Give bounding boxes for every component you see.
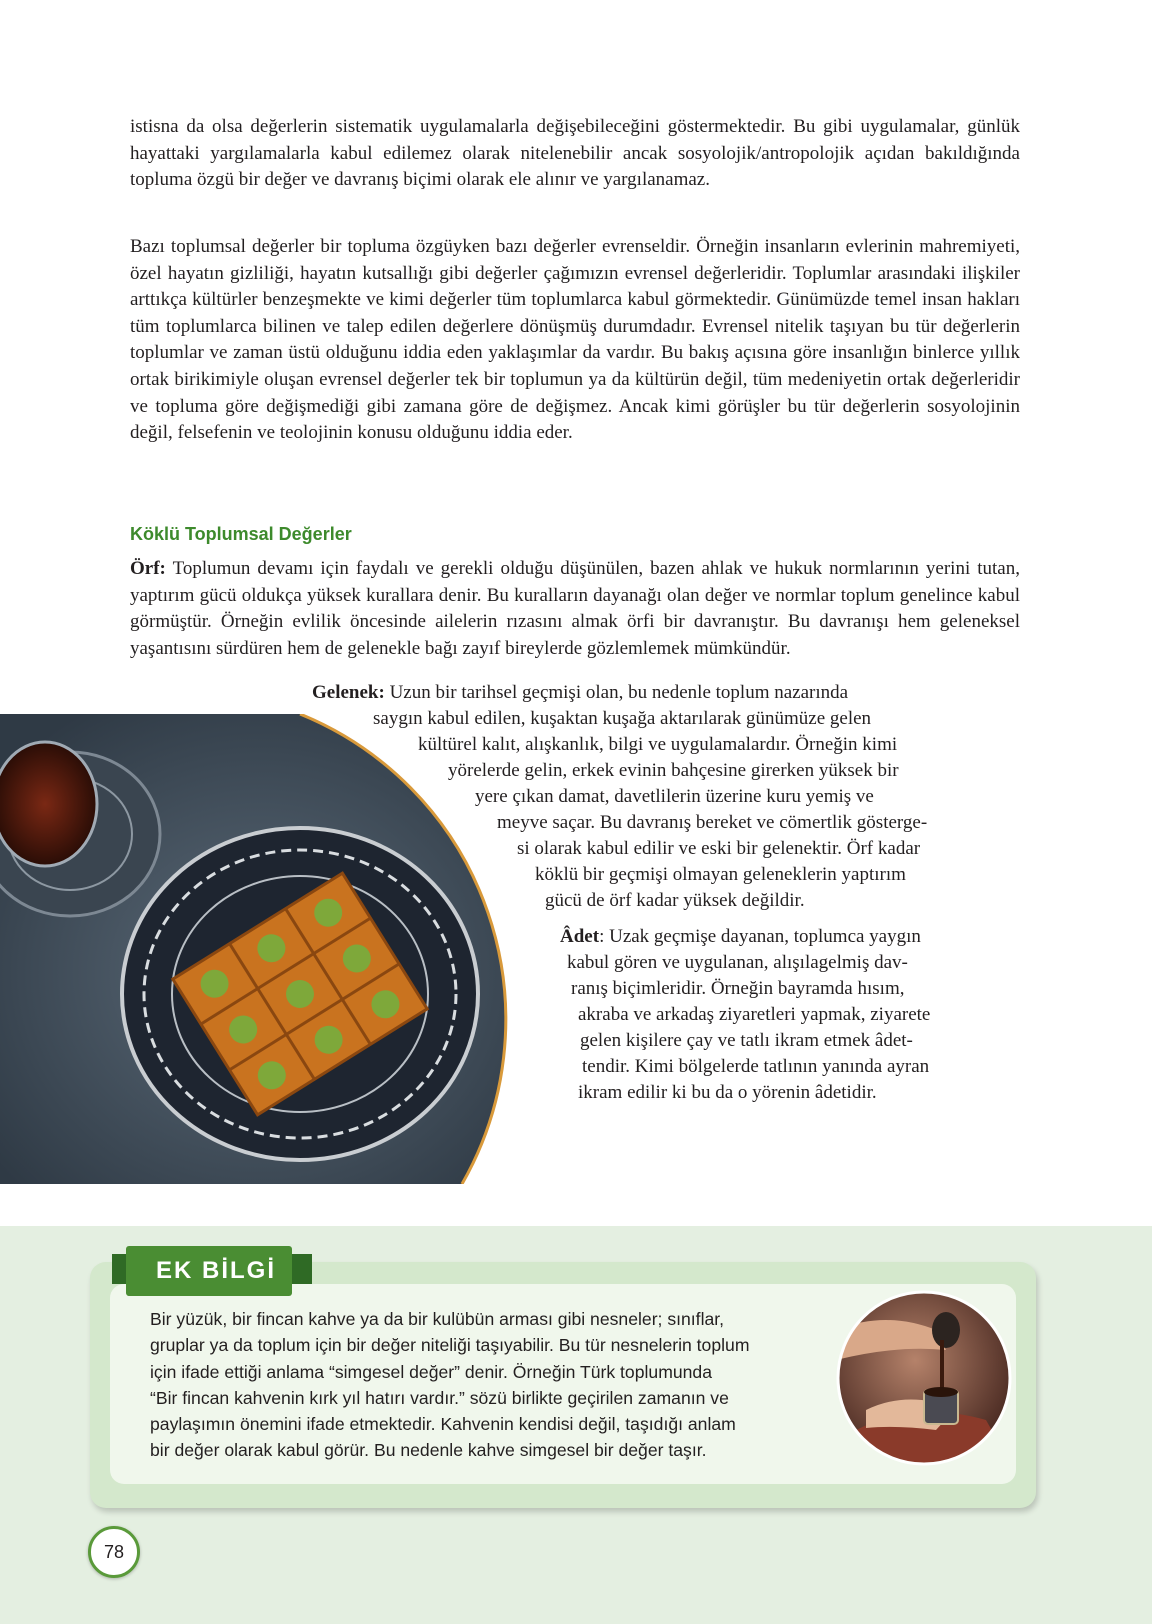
paragraph-values-change: istisna da olsa değerlerin sistematik uygulamalarla değişebileceğini göstermektedir. Bu gibi uygulamalar, günlük hayattaki yargılamalarla kabul edilemez olarak nitelenebilir ancak sosyolojik/antropolojik açıdan bakıldığında topluma özgü bir değer ve davranış biçimi olarak ele alınır ve yargılanamaz. <box>130 116 1020 191</box>
gelenek-line-3: kültürel kalıt, alışkanlık, bilgi ve uygulamalardır. Örneğin kimi <box>418 734 898 755</box>
gelenek-line-1: Gelenek: Uzun bir tarihsel geçmişi olan, bu nedenle toplum nazarında <box>312 682 849 703</box>
adet-line-7: ikram edilir ki bu da o yörenin âdetidir. <box>578 1082 877 1103</box>
term-gelenek: Gelenek: <box>312 682 385 703</box>
paragraph-universal-values: Bazı toplumsal değerler bir topluma özgüyken bazı değerler evrenseldir. Örneğin insanların evlerinin mahremiyeti, özel hayatın gizliliği, hayatın kutsallığı gibi değerler çağımızın evrensel değerleridir. Toplumlar arasındaki ilişkiler arttıkça kültürler benzeşmekte ve kimi değerler tüm toplumlarca kabul görmektedir. Günümüzde temel insan hakları tüm toplumlarca bilinen ve talep edilen değerlere dönüşmüş durumdadır. Evrensel nitelik taşıyan bu tür değerlerin toplumlar ve zaman üstü olduğunu iddia eden yaklaşımlar da vardır. Bu bakış açısına göre insanlığın binlerce yıllık ortak birikimiyle oluşan evrensel değerler tek bir toplumun ya da kültürün değil, tüm medeniyetin ortak değerleridir ve topluma göre değişmediği gibi zamana göre de değişmez. Ancak kimi görüşler bu tür değerlerin sosyolojinin değil, felsefenin ve teolojinin konusu olduğunu iddia eder. <box>130 236 1020 444</box>
ek-bilgi-line: “Bir fincan kahvenin kırk yıl hatırı vardır.” sözü birlikte geçirilen zamanın ve <box>150 1387 729 1408</box>
gelenek-line-6: meyve saçar. Bu davranış bereket ve cömertlik gösterge- <box>497 812 928 833</box>
gelenek-line-7: si olarak kabul edilir ve eski bir gelenektir. Örf kadar <box>517 838 921 859</box>
gelenek-line-8: köklü bir geçmişi olmayan geleneklerin yaptırım <box>535 864 906 885</box>
ek-bilgi-line: paylaşımın önemini ifade etmektedir. Kahvenin kendisi değil, taşıdığı anlam <box>150 1414 736 1435</box>
coffee-photo <box>836 1290 1012 1466</box>
adet-line-2: kabul gören ve uygulanan, alışılagelmiş dav- <box>567 952 908 973</box>
page-number: 78 <box>88 1526 140 1578</box>
gelenek-line-5: yere çıkan damat, davetlilerin üzerine kuru yemiş ve <box>475 786 874 807</box>
adet-line-5: gelen kişilere çay ve tatlı ikram etmek âdet- <box>580 1030 913 1051</box>
baklava-photo <box>0 714 520 1184</box>
term-adet: Âdet <box>560 926 600 947</box>
ek-bilgi-title: EK BİLGİ <box>126 1246 292 1296</box>
gelenek-line-4: yörelerde gelin, erkek evinin bahçesine girerken yüksek bir <box>448 760 899 781</box>
ek-bilgi-line: Bir yüzük, bir fincan kahve ya da bir kulübün arması gibi nesneler; sınıflar, <box>150 1309 725 1329</box>
adet-line-4: akraba ve arkadaş ziyaretleri yapmak, ziyarete <box>578 1004 931 1025</box>
adet-line-6: tendir. Kimi bölgelerde tatlının yanında ayran <box>582 1056 930 1077</box>
adet-line-1: Âdet: Uzak geçmişe dayanan, toplumca yaygın <box>560 926 921 947</box>
paragraph-orf <box>130 556 1020 662</box>
ek-bilgi-line: için ifade ettiği anlama “simgesel değer” denir. Örneğin Türk toplumunda <box>150 1361 712 1382</box>
section-heading: Köklü Toplumsal Değerler <box>130 524 352 544</box>
orf-definition: Toplumun devamı için faydalı ve gerekli olduğu düşünülen, bazen ahlak ve hukuk normlarının yerini tutan, yaptırım gücü oldukça yüksek kurallara denir. Bu kuralların dayanağı olan değer ve normlar toplum genelince kabul görmüştür. Örneğin evlilik öncesinde ailelerin rızasını almak örfi bir davranıştır. Bu davranışı hem geleneksel yaşantısını sürdüren hem de gelenekle bağı zayıf bireylerde gözlemlemek mümkündür. <box>130 558 1020 659</box>
ek-bilgi-line: gruplar ya da toplum için bir değer niteliği taşıyabilir. Bu tür nesnelerin toplum <box>150 1335 750 1356</box>
ek-bilgi-text <box>150 1306 840 1464</box>
ek-bilgi-line: bir değer olarak kabul görür. Bu nedenle kahve simgesel bir değer taşır. <box>150 1440 707 1461</box>
term-orf: Örf: <box>130 558 166 579</box>
adet-line-3: ranış biçimleridir. Örneğin bayramda hısım, <box>571 978 905 999</box>
gelenek-line-2: saygın kabul edilen, kuşaktan kuşağa aktarılarak günümüze gelen <box>373 708 872 729</box>
gelenek-line-9: gücü de örf kadar yüksek değildir. <box>545 890 805 911</box>
